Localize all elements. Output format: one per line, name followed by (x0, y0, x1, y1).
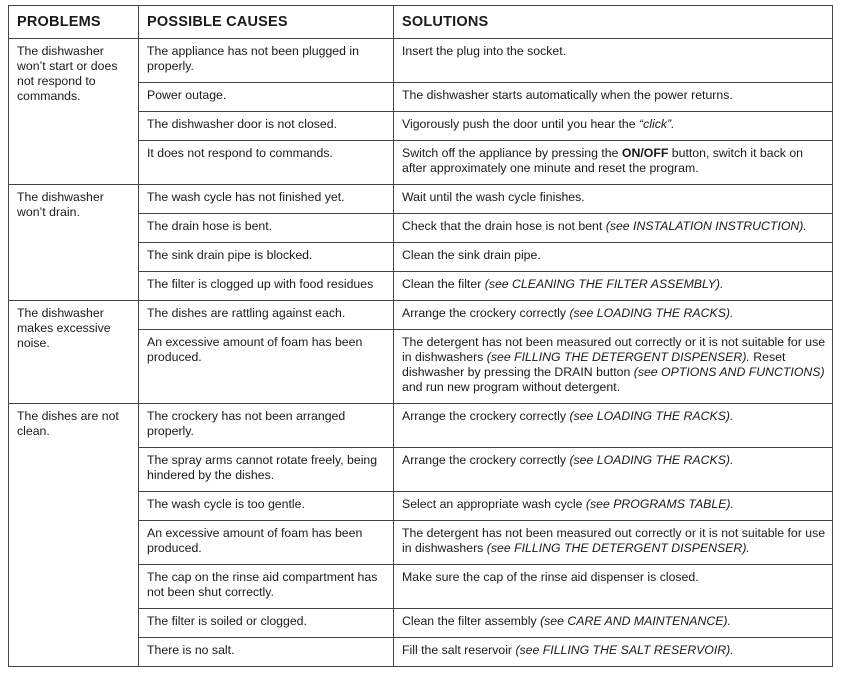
solution-cell (394, 243, 833, 272)
header-solutions: SOLUTIONS (394, 6, 833, 39)
header-row (9, 6, 833, 39)
solution-text: and run new program without detergent. (402, 380, 621, 394)
solution-button-name: ON/OFF (621, 146, 669, 160)
solution-cell (394, 141, 833, 185)
solution-text: Wait until the wash cycle finishes. (402, 190, 585, 204)
solution-cell (394, 272, 833, 301)
cause-cell: It does not respond to commands. (139, 141, 394, 185)
solution-cell (394, 301, 833, 330)
solution-text: Vigorously push the door until you hear the (402, 117, 639, 131)
table-row (9, 404, 833, 448)
table-row (9, 39, 833, 83)
solution-cell (394, 404, 833, 448)
table-body (9, 39, 833, 667)
solution-text: The detergent has not been measured out correctly or it is not suitable for use in dishwashers (402, 335, 826, 364)
solution-text: Reset dishwasher by pressing the DRAIN button (402, 350, 786, 379)
table-header (9, 6, 833, 39)
solution-text: Clean the sink drain pipe. (402, 248, 541, 262)
solution-cell (394, 185, 833, 214)
solution-cell (394, 638, 833, 667)
solution-cell (394, 330, 833, 404)
table-row (9, 185, 833, 214)
solution-text: Arrange the crockery correctly (402, 306, 570, 320)
solution-text: Insert the plug into the socket. (402, 44, 567, 58)
solution-cell (394, 521, 833, 565)
solution-reference: (see LOADING THE RACKS). (569, 409, 734, 423)
cause-cell: The drain hose is bent. (139, 214, 394, 243)
cause-cell: The filter is clogged up with food residues (139, 272, 394, 301)
solution-reference: (see PROGRAMS TABLE). (585, 497, 734, 511)
cause-cell: The cap on the rinse aid compartment has not been shut correctly. (139, 565, 394, 609)
solution-text: Make sure the cap of the rinse aid dispenser is closed. (402, 570, 699, 584)
solution-cell (394, 39, 833, 83)
cause-cell: The wash cycle is too gentle. (139, 492, 394, 521)
cause-cell: The dishwasher door is not closed. (139, 112, 394, 141)
problem-cell: The dishwasher won’t drain. (9, 185, 139, 301)
solution-text: Arrange the crockery correctly (402, 453, 570, 467)
solution-cell (394, 492, 833, 521)
problem-cell: The dishwasher makes excessive noise. (9, 301, 139, 404)
problem-cell: The dishes are not clean. (9, 404, 139, 667)
solution-text: The detergent has not been measured out correctly or it is not suitable for use in dishwashers (402, 526, 826, 555)
solution-text: Switch off the appliance by pressing the (402, 146, 622, 160)
solution-cell (394, 448, 833, 492)
cause-cell: Power outage. (139, 83, 394, 112)
cause-cell: There is no salt. (139, 638, 394, 667)
solution-cell (394, 565, 833, 609)
solution-reference: (see LOADING THE RACKS). (569, 453, 734, 467)
cause-cell: An excessive amount of foam has been produced. (139, 521, 394, 565)
cause-cell: The dishes are rattling against each. (139, 301, 394, 330)
solution-text: Fill the salt reservoir (402, 643, 516, 657)
solution-reference: (see LOADING THE RACKS). (569, 306, 734, 320)
solution-cell (394, 83, 833, 112)
table-row (9, 301, 833, 330)
cause-cell: The wash cycle has not finished yet. (139, 185, 394, 214)
cause-cell: The filter is soiled or clogged. (139, 609, 394, 638)
solution-text: button, switch it back on after approximately one minute and reset the program. (402, 146, 803, 175)
troubleshooting-table (8, 5, 833, 667)
cause-cell: The crockery has not been arranged properly. (139, 404, 394, 448)
cause-cell: An excessive amount of foam has been produced. (139, 330, 394, 404)
solution-reference: (see CARE AND MAINTENANCE). (540, 614, 731, 628)
cause-cell: The appliance has not been plugged in properly. (139, 39, 394, 83)
solution-text: Select an appropriate wash cycle (402, 497, 586, 511)
cause-cell: The sink drain pipe is blocked. (139, 243, 394, 272)
solution-reference: (see FILLING THE DETERGENT DISPENSER). (486, 541, 750, 555)
header-problems: PROBLEMS (9, 6, 139, 39)
solution-cell (394, 214, 833, 243)
solution-reference: (see OPTIONS AND FUNCTIONS) (633, 365, 825, 379)
solution-reference: (see CLEANING THE FILTER ASSEMBLY). (484, 277, 724, 291)
solution-text: Check that the drain hose is not bent (402, 219, 606, 233)
header-possible-causes: POSSIBLE CAUSES (139, 6, 394, 39)
solution-cell (394, 609, 833, 638)
solution-text: Clean the filter (402, 277, 485, 291)
solution-text: Clean the filter assembly (402, 614, 541, 628)
solution-reference: (see FILLING THE SALT RESERVOIR). (515, 643, 734, 657)
solution-reference: (see INSTALATION INSTRUCTION). (605, 219, 807, 233)
solution-reference: “click”. (639, 117, 675, 131)
problem-cell: The dishwasher won’t start or does not respond to commands. (9, 39, 139, 185)
solution-text: Arrange the crockery correctly (402, 409, 570, 423)
solution-cell (394, 112, 833, 141)
cause-cell: The spray arms cannot rotate freely, being hindered by the dishes. (139, 448, 394, 492)
solution-text: The dishwasher starts automatically when the power returns. (402, 88, 733, 102)
solution-reference: (see FILLING THE DETERGENT DISPENSER). (486, 350, 750, 364)
